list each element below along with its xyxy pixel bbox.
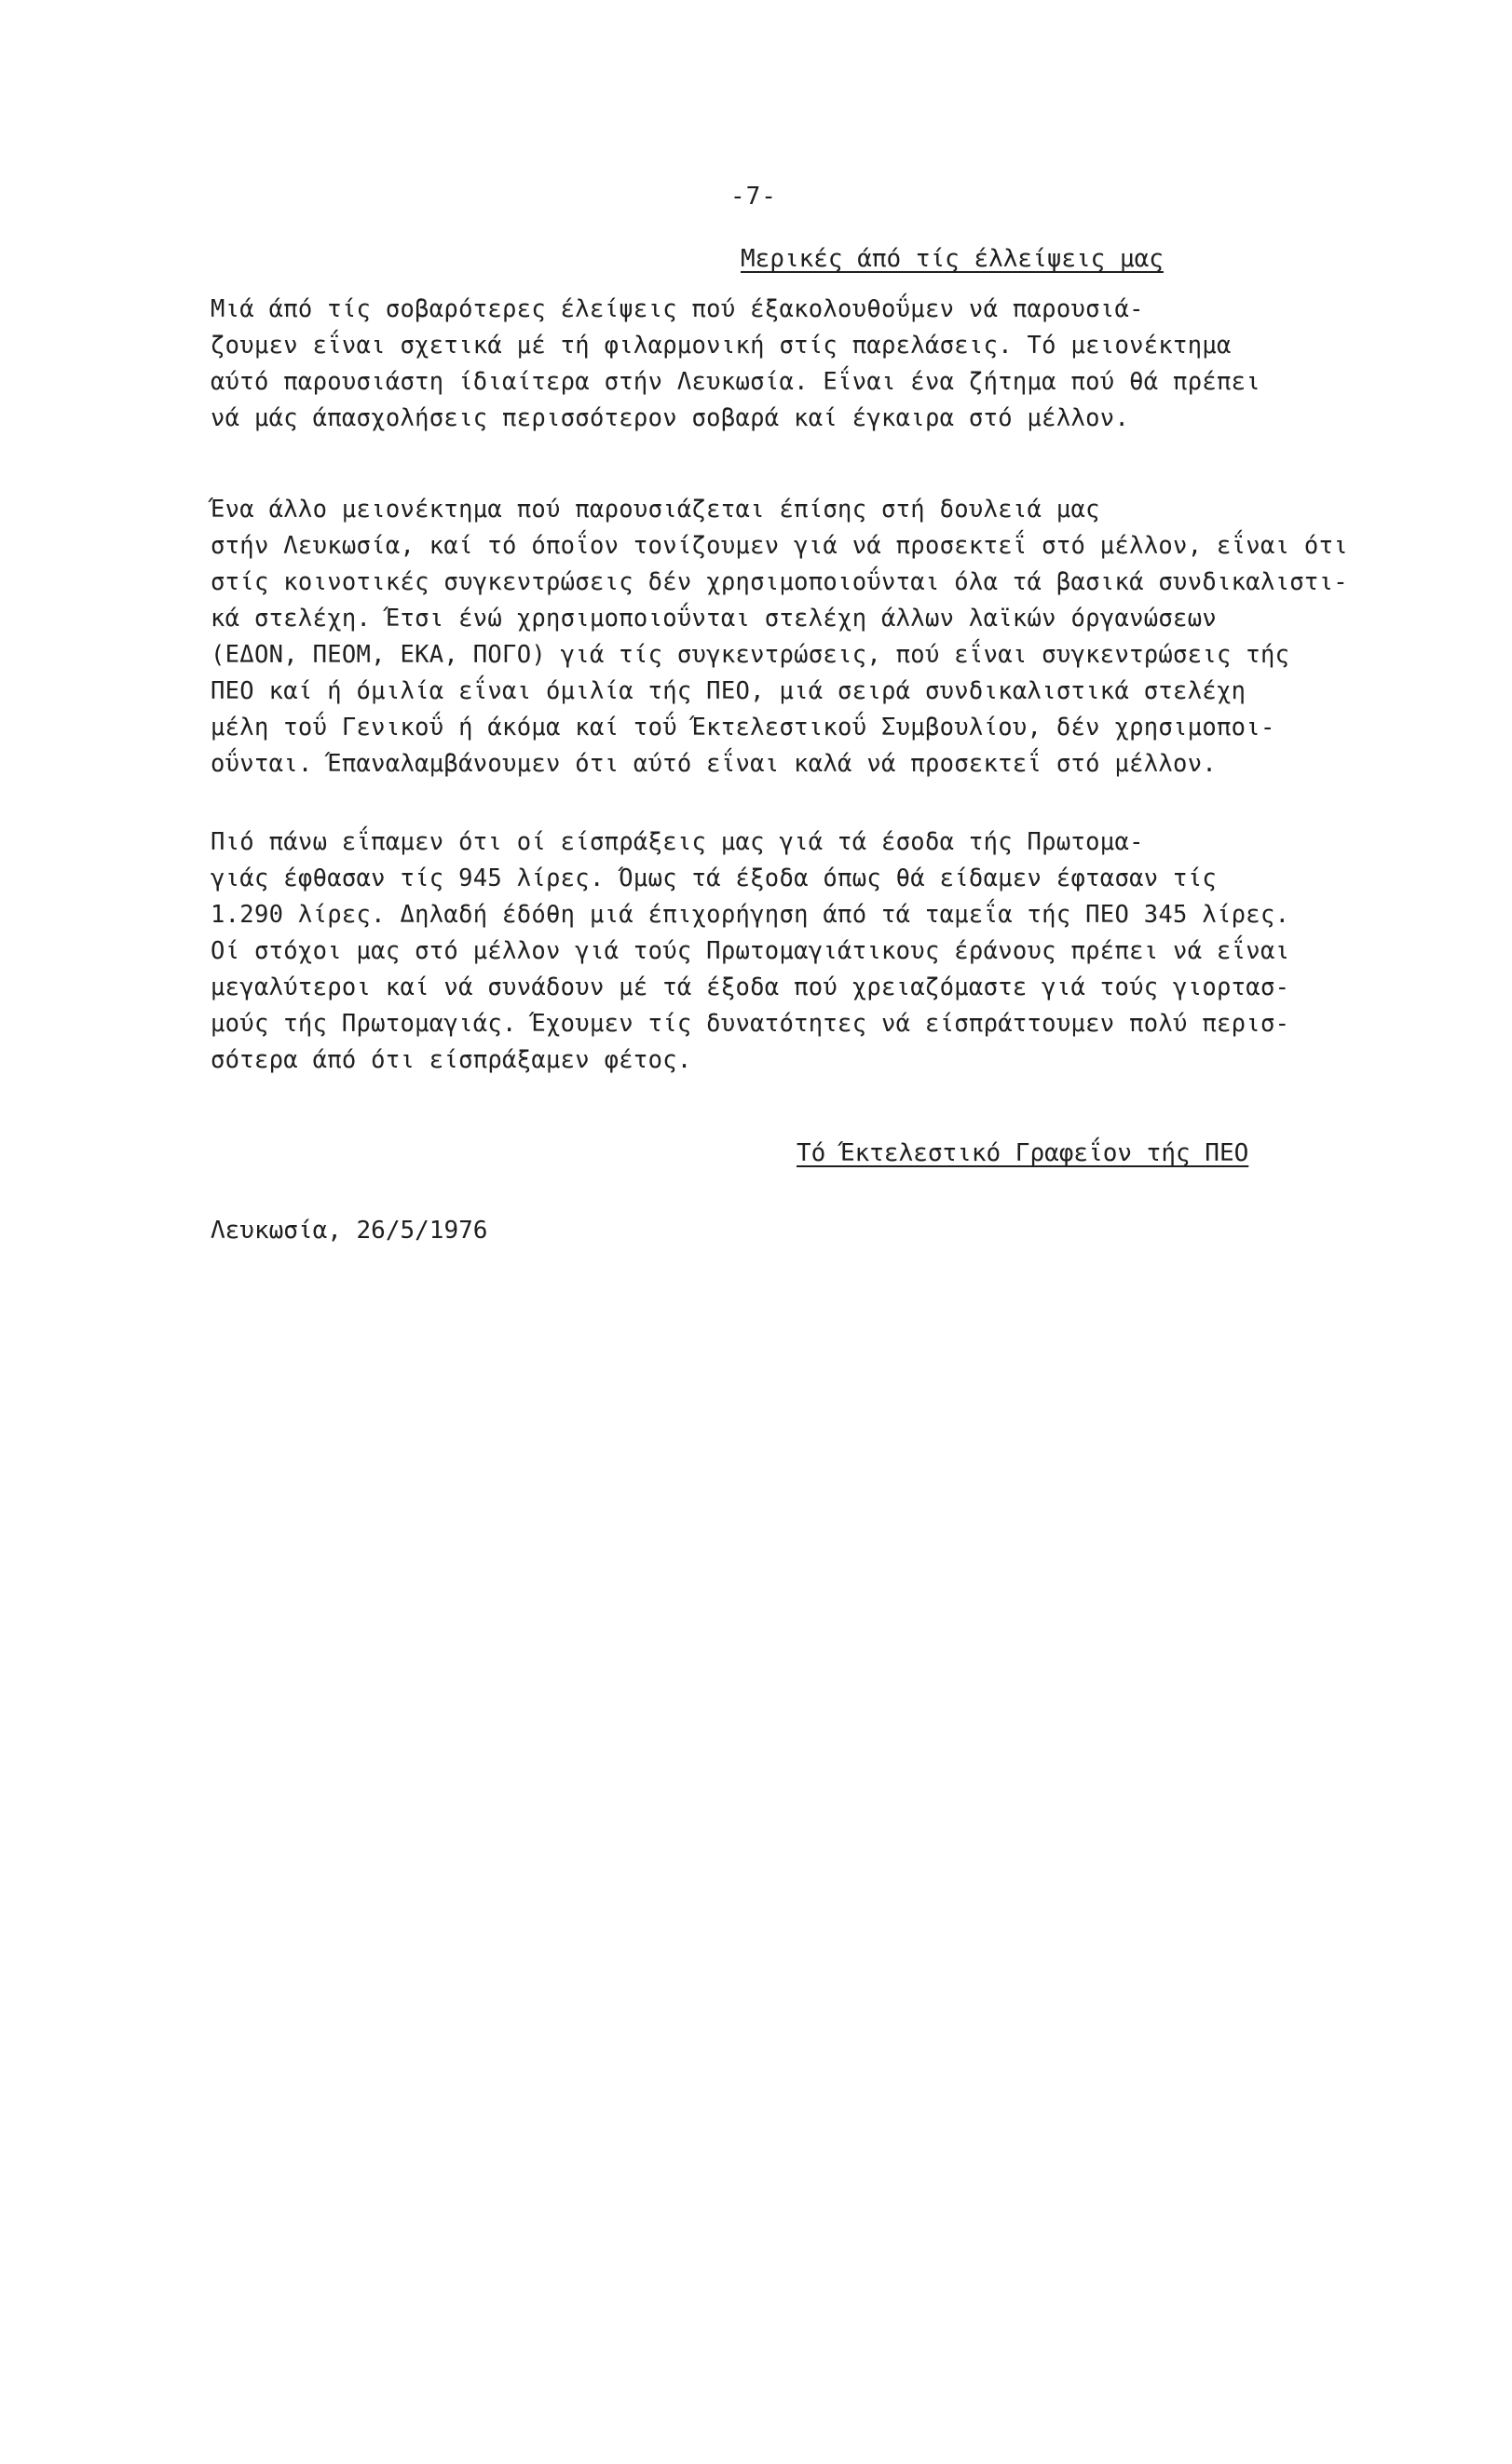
paragraph-line: μέλη τοΰ Γενικοΰ ή άκόμα καί τοΰ Έκτελεστικοΰ Συμβουλίου, δέν χρησιμοποι-: [211, 714, 1275, 742]
paragraph-line: μεγαλύτεροι καί νά συνάδουν μέ τά έξοδα πού χρειαζόμαστε γιά τούς γιορτασ-: [211, 973, 1290, 1001]
paragraph-line: αύτό παρουσιάστη ίδιαίτερα στήν Λευκωσία. Εΐναι ένα ζήτημα πού θά πρέπει: [211, 368, 1260, 396]
paragraph-line: ΠΕΟ καί ή όμιλία εΐναι όμιλία τής ΠΕΟ, μιά σειρά συνδικαλιστικά στελέχη: [211, 677, 1246, 705]
paragraph-line: οΰνται. Έπαναλαμβάνουμεν ότι αύτό εΐναι καλά νά προσεκτεΐ στό μέλλον.: [211, 750, 1218, 778]
paragraph-2: [211, 492, 1375, 783]
paragraph-line: Πιό πάνω εΐπαμεν ότι οί είσπράξεις μας γιά τά έσοδα τής Πρωτομα-: [211, 828, 1144, 856]
paragraph-3: [211, 824, 1375, 1079]
paragraph-line: Οί στόχοι μας στό μέλλον γιά τούς Πρωτομαγιάτικους έράνους πρέπει νά εΐναι: [211, 937, 1290, 965]
paragraph-line: στήν Λευκωσία, καί τό όποΐον τονίζουμεν γιά νά προσεκτεΐ στό μέλλον, εΐναι ότι: [211, 532, 1348, 560]
section-heading: Μερικές άπό τίς έλλείψεις μας: [741, 245, 1164, 273]
paragraph-line: νά μάς άπασχολήσεις περισσότερον σοβαρά καί έγκαιρα στό μέλλον.: [211, 404, 1130, 432]
paragraph-line: ζουμεν εΐναι σχετικά μέ τή φιλαρμονική στίς παρελάσεις. Τό μειονέκτημα: [211, 332, 1232, 360]
paragraph-line: γιάς έφθασαν τίς 945 λίρες. Όμως τά έξοδα όπως θά είδαμεν έφτασαν τίς: [211, 864, 1218, 892]
paragraph-line: μούς τής Πρωτομαγιάς. Έχουμεν τίς δυνατότητες νά είσπράττουμεν πολύ περισ-: [211, 1010, 1290, 1038]
signature: Τό Έκτελεστικό Γραφεΐον τής ΠΕΟ: [797, 1139, 1249, 1167]
paragraph-line: κά στελέχη. Έτσι ένώ χρησιμοποιοΰνται στελέχη άλλων λαϊκών όργανώσεων: [211, 605, 1218, 633]
paragraph-line: 1.290 λίρες. Δηλαδή έδόθη μιά έπιχορήγηση άπό τά ταμεΐα τής ΠΕΟ 345 λίρες.: [211, 901, 1290, 929]
paragraph-line: στίς κοινοτικές συγκεντρώσεις δέν χρησιμοποιοΰνται όλα τά βασικά συνδικαλιστι-: [211, 568, 1348, 596]
paragraph-line: Ένα άλλο μειονέκτημα πού παρουσιάζεται έπίσης στή δουλειά μας: [211, 496, 1100, 524]
paragraph-line: (ΕΔΟΝ, ΠΕΟΜ, ΕΚΑ, ΠΟΓΟ) γιά τίς συγκεντρώσεις, πού εΐναι συγκεντρώσεις τής: [211, 641, 1290, 669]
place-date: Λευκωσία, 26/5/1976: [211, 1217, 488, 1245]
paragraph-line: σότερα άπό ότι είσπράξαμεν φέτος.: [211, 1046, 692, 1074]
page-number: -7-: [730, 183, 777, 211]
paragraph-line: Μιά άπό τίς σοβαρότερες έλείψεις πού έξακολουθοΰμεν νά παρουσιά-: [211, 295, 1144, 323]
paragraph-1: [211, 292, 1375, 437]
